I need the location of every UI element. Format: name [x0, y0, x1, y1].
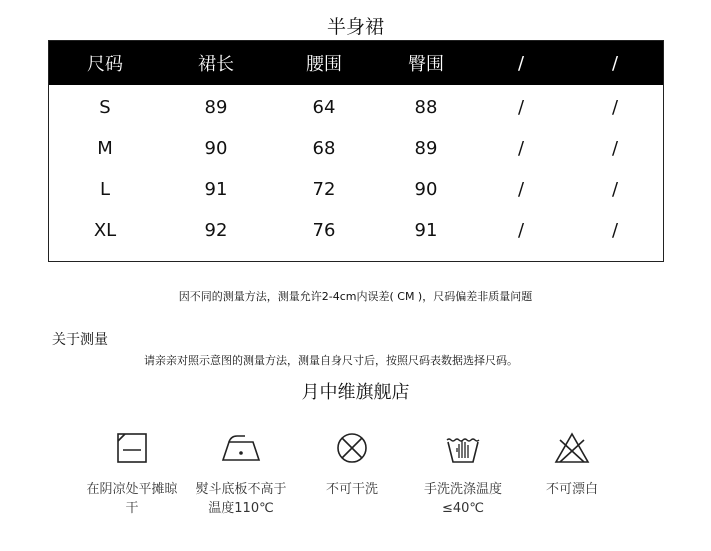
care-label: 不可干洗	[325, 482, 378, 497]
header-cell: /	[517, 52, 525, 74]
table-cell: S	[99, 97, 111, 118]
size-table	[48, 40, 664, 262]
care-item-iron	[191, 430, 291, 518]
care-label: 熨斗底板不高于温度110℃	[195, 482, 287, 516]
store-name: 月中维旗舰店	[301, 382, 410, 403]
table-cell: 88	[414, 97, 438, 118]
care-label: 不可漂白	[545, 482, 598, 497]
table-cell: /	[517, 220, 525, 241]
table-cell: /	[611, 97, 619, 118]
table-cell: /	[517, 179, 525, 200]
table-row	[49, 87, 663, 128]
table-cell: 90	[414, 179, 438, 200]
care-item-no-bleach	[522, 430, 622, 499]
no-dry-clean-icon	[334, 430, 370, 466]
measurement-note: 因不同的测量方法，测量允许2-4cm内误差( CM )，尺码偏差非质量问题	[178, 290, 533, 303]
no-bleach-icon	[552, 430, 592, 466]
iron-low-temp-icon	[219, 430, 263, 466]
table-cell: 76	[312, 220, 336, 241]
table-cell: 91	[414, 220, 438, 241]
table-header	[49, 41, 663, 85]
table-cell: 89	[414, 138, 438, 159]
measure-heading: 关于测量	[52, 332, 108, 348]
table-cell: 68	[312, 138, 336, 159]
table-cell: 64	[312, 97, 336, 118]
header-cell: 腰围	[306, 54, 342, 75]
table-cell: 89	[204, 97, 228, 118]
care-item-hand-wash	[413, 430, 513, 518]
care-item-shade-dry	[82, 430, 182, 518]
table-cell: /	[611, 138, 619, 159]
header-cell: 尺码	[87, 54, 123, 75]
table-cell: 90	[204, 138, 228, 159]
table-row	[49, 210, 663, 251]
table-cell: XL	[93, 220, 117, 241]
hand-wash-icon	[443, 430, 483, 466]
table-row	[49, 128, 663, 169]
header-cell: 臀围	[408, 54, 444, 75]
table-cell: /	[611, 220, 619, 241]
care-label: 在阴凉处平摊晾干	[86, 482, 178, 516]
measure-instructions: 请亲亲对照示意图的测量方法，测量自身尺寸后，按照尺码表数据选择尺码。	[144, 354, 518, 367]
header-cell: /	[611, 52, 619, 74]
header-cell: 裙长	[198, 54, 234, 75]
table-cell: 92	[204, 220, 228, 241]
table-row	[49, 169, 663, 210]
care-label: 手洗洗涤温度≤40℃	[423, 482, 502, 516]
care-item-no-dry-clean	[302, 430, 402, 499]
table-cell: M	[97, 138, 113, 159]
table-cell: /	[611, 179, 619, 200]
table-cell: /	[517, 138, 525, 159]
table-cell: L	[99, 179, 111, 200]
shade-dry-flat-icon	[114, 430, 150, 466]
table-cell: /	[517, 97, 525, 118]
table-cell: 91	[204, 179, 228, 200]
page-title: 半身裙	[326, 16, 384, 38]
table-cell: 72	[312, 179, 336, 200]
